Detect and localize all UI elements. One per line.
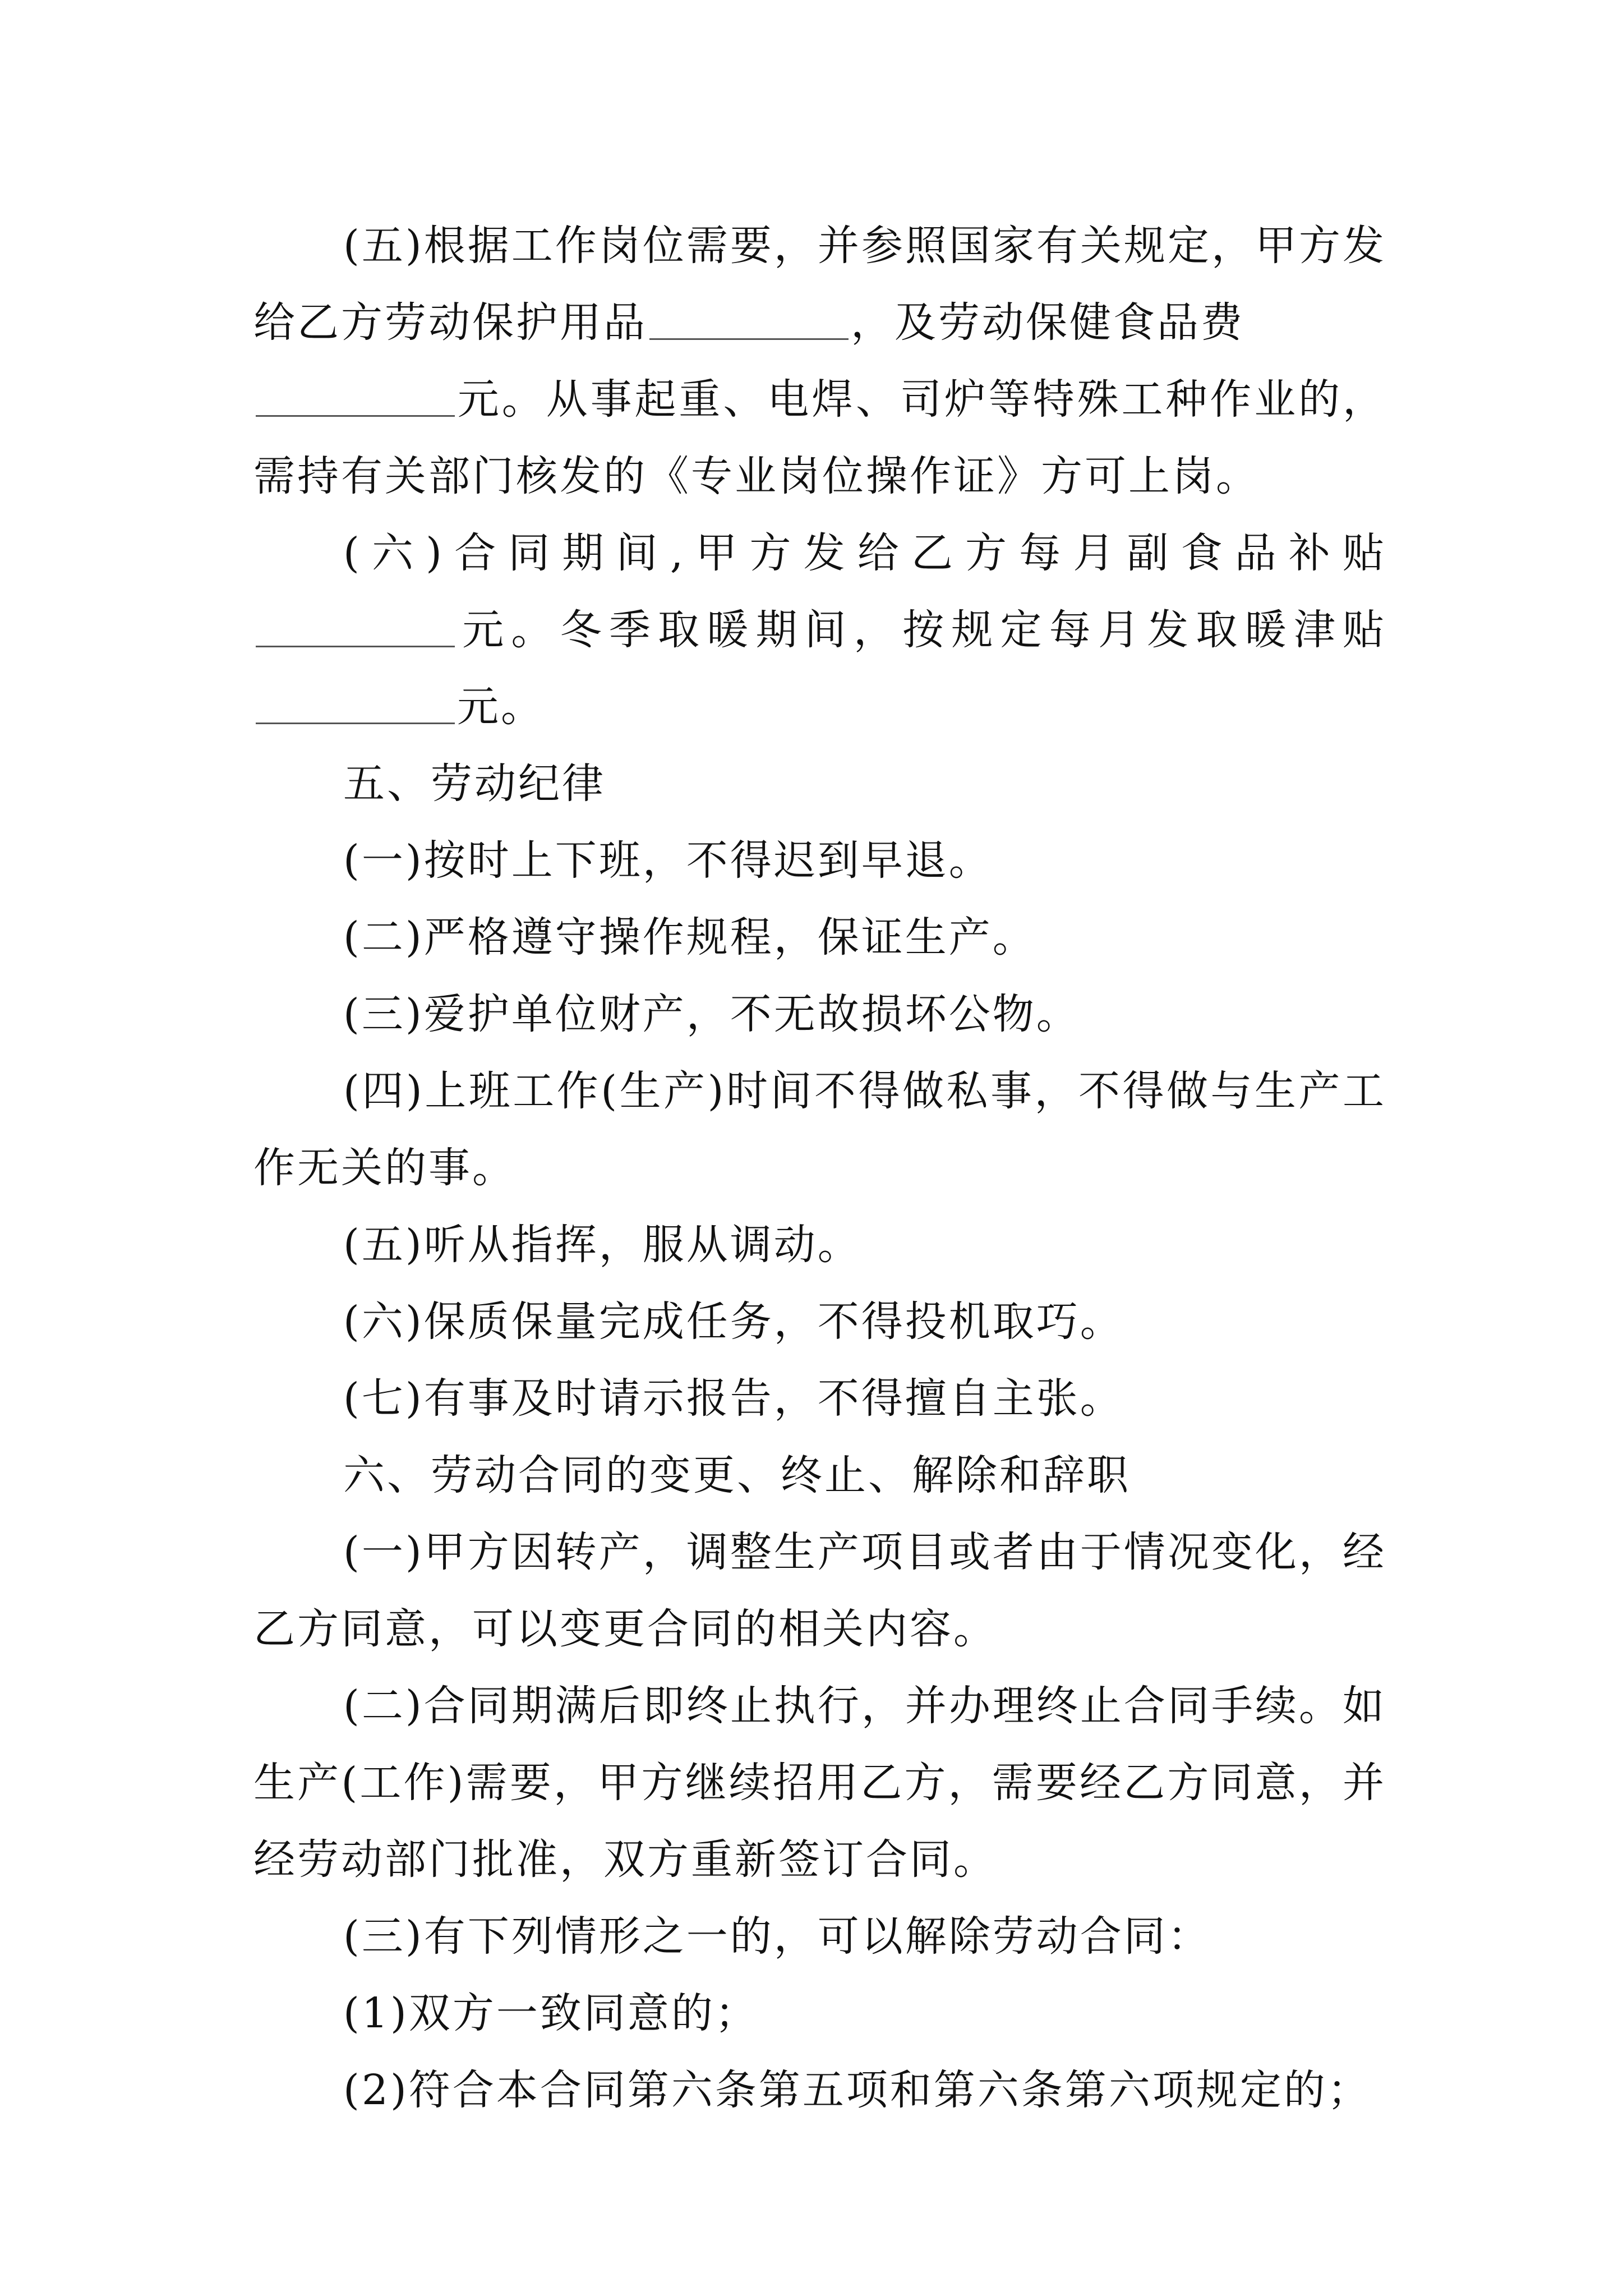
- discipline-item: (四)上班工作(生产)时间不得做私事，不得做与生产工作无关的事。: [253, 1067, 1386, 1192]
- paragraph-text: (六)合同期间,甲方发给乙方每月副食品补贴: [343, 529, 1386, 577]
- fill-in-blank: [256, 689, 455, 724]
- document-body: [253, 208, 1386, 2129]
- paragraph-text: 元。冬季取暖期间，按规定每月发取暖津贴: [457, 606, 1386, 654]
- fill-in-blank: [649, 305, 849, 340]
- contract-change-item: (2)符合本合同第六条第五项和第六条第六项规定的；: [343, 2066, 1371, 2114]
- paragraph-subsidy: [253, 515, 1386, 746]
- contract-change-item: (三)有下列情形之一的，可以解除劳动合同：: [343, 1912, 1211, 1961]
- discipline-item: (六)保质保量完成任务，不得投机取巧。: [343, 1297, 1124, 1346]
- paragraph-text: 元。从事起重、电焊、司炉等特殊工种作业的，需持有关部门核发的《专业岗位操作证》方可上岗。: [253, 375, 1386, 500]
- paragraph-protective-supplies: [253, 208, 1386, 515]
- paragraph-text: ，及劳动保健食品费: [851, 298, 1244, 347]
- contract-change-item: (一)甲方因转产，调整生产项目或者由于情况变化，经乙方同意，可以变更合同的相关内容。: [253, 1528, 1386, 1653]
- discipline-item: (五)听从指挥，服从调动。: [343, 1221, 861, 1269]
- discipline-item: (一)按时上下班，不得迟到早退。: [343, 836, 993, 885]
- section-heading-contract-changes: 六、劳动合同的变更、终止、解除和辞职: [343, 1451, 1131, 1499]
- paragraph-text: (五)根据工作岗位需要，并参照国家有关规定，甲方发给乙方劳动保护用品: [253, 222, 1386, 347]
- discipline-item: (七)有事及时请示报告，不得擅自主张。: [343, 1374, 1124, 1423]
- fill-in-blank: [256, 612, 455, 647]
- contract-change-item: (1)双方一致同意的；: [343, 1989, 759, 2037]
- discipline-item: (二)严格遵守操作规程，保证生产。: [343, 913, 1036, 961]
- contract-change-item: (二)合同期满后即终止执行，并办理终止合同手续。如生产(工作)需要，甲方继续招用乙方，需要经乙方同意，并经劳动部门批准，双方重新签订合同。: [253, 1682, 1386, 1884]
- paragraph-text: 元。: [457, 683, 545, 731]
- fill-in-blank: [256, 381, 455, 417]
- discipline-item: (三)爱护单位财产，不无故损坏公物。: [343, 990, 1080, 1038]
- section-heading-labor-discipline: 五、劳动纪律: [343, 760, 606, 808]
